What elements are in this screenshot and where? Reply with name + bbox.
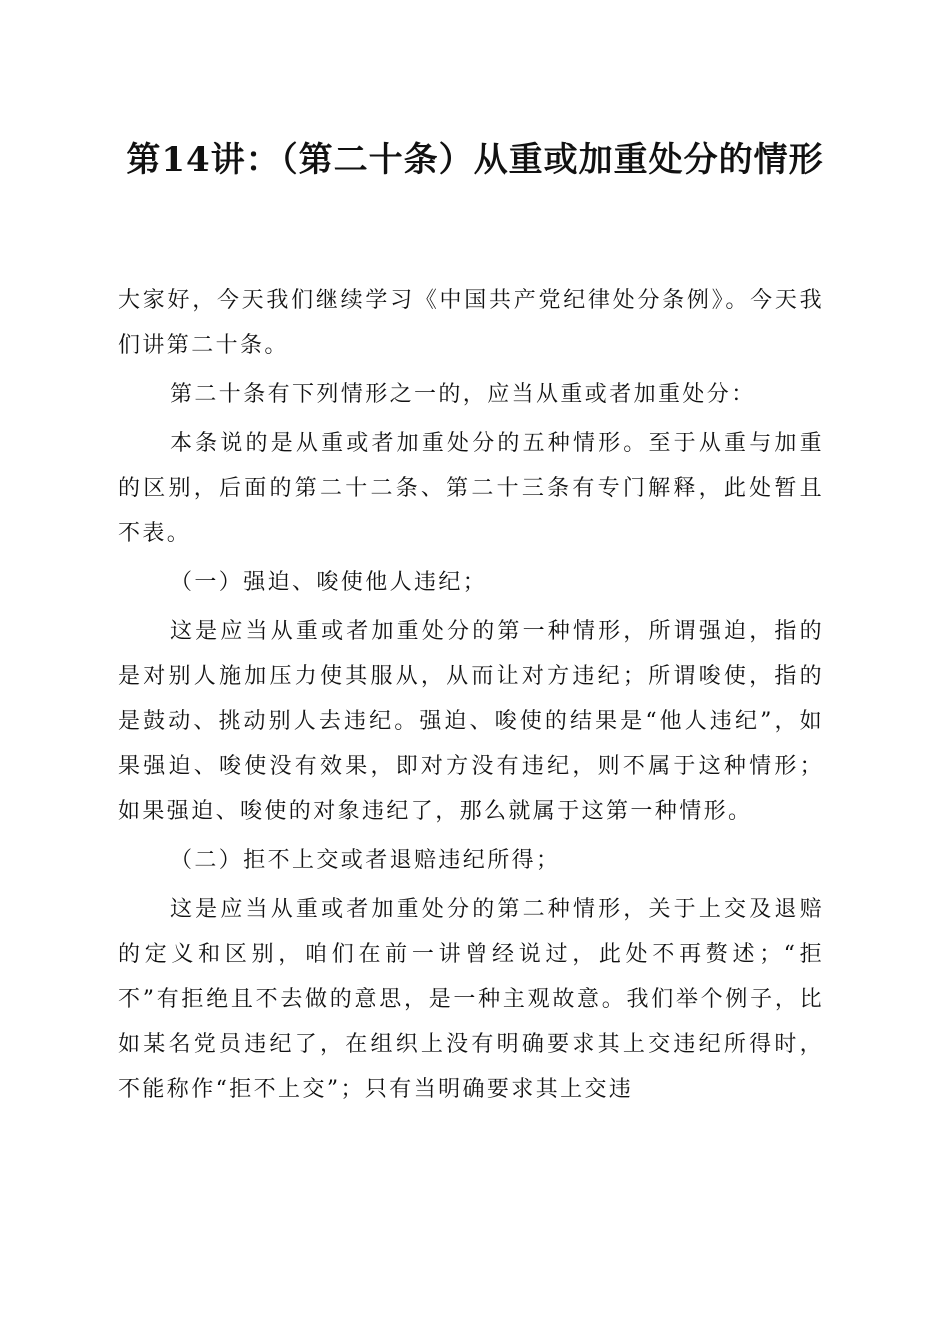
document-body: [118, 278, 824, 1112]
paragraph-intro: 大家好，今天我们继续学习《中国共产党纪律处分条例》。今天我们讲第二十条。: [118, 288, 824, 358]
paragraph-item-2-heading: （二）拒不上交或者退赔违纪所得；: [170, 848, 561, 873]
paragraph-item-1-heading: （一）强迫、唆使他人违纪；: [170, 570, 488, 595]
paragraph-item-1-explanation: 这是应当从重或者加重处分的第一种情形，所谓强迫，指的是对别人施加压力使其服从，从而让对方违纪；所谓唆使，指的是鼓动、挑动别人去违纪。强迫、唆使的结果是“他人违纪”，如果强迫、唆使没有效果，即对方没有违纪，则不属于这种情形；如果强迫、唆使的对象违纪了，那么就属于这第一种情形。: [118, 619, 824, 824]
paragraph-overview: 本条说的是从重或者加重处分的五种情形。至于从重与加重的区别，后面的第二十二条、第二十三条有专门解释，此处暂且不表。: [118, 431, 824, 546]
document-title: 第14讲：（第二十条）从重或加重处分的情形: [126, 140, 824, 180]
paragraph-item-2-explanation: 这是应当从重或者加重处分的第二种情形，关于上交及退赔的定义和区别，咱们在前一讲曾经说过，此处不再赘述；“拒不”有拒绝且不去做的意思，是一种主观故意。我们举个例子，比如某名党员违纪了，在组织上没有明确要求其上交违纪所得时，不能称作“拒不上交”；只有当明确要求其上交违: [118, 897, 824, 1102]
paragraph-article-heading: 第二十条有下列情形之一的，应当从重或者加重处分：: [170, 382, 756, 407]
